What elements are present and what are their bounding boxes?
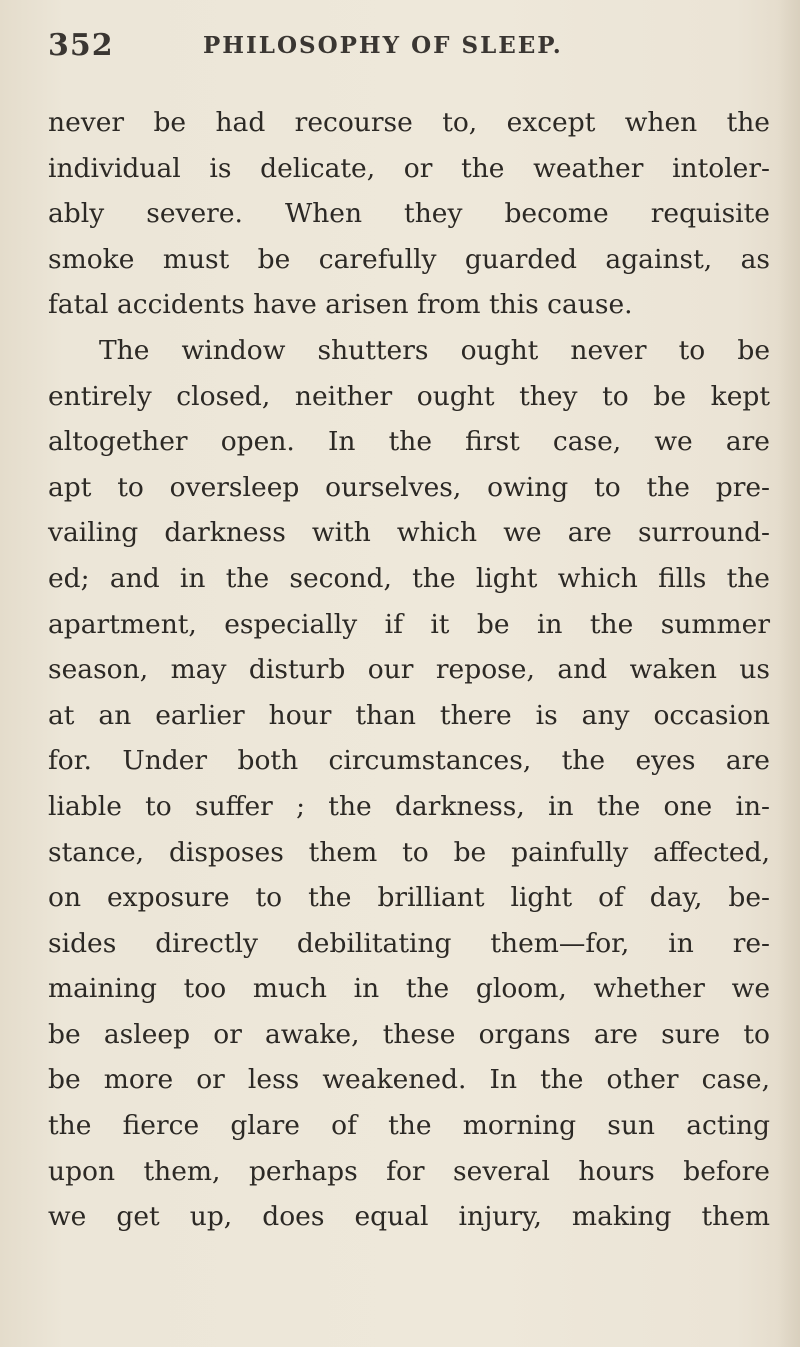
- text-line: be asleep or awake, these organs are sure to: [48, 1018, 770, 1050]
- text-line: we get up, does equal injury, making them: [48, 1201, 770, 1233]
- text-line: stance, disposes them to be painfully affected,: [48, 836, 770, 868]
- text-line: season, may disturb our repose, and waken us: [48, 654, 770, 686]
- page-number: 352: [48, 28, 114, 63]
- page-edge-shadow: [778, 0, 800, 1347]
- text-line: for. Under both circumstances, the eyes are: [48, 745, 770, 777]
- text-line: The window shutters ought never to be: [99, 334, 770, 366]
- text-line: on exposure to the brilliant light of day, be-: [48, 882, 770, 914]
- text-line: ed; and in the second, the light which fills the: [48, 562, 770, 594]
- text-line: never be had recourse to, except when the: [48, 107, 770, 138]
- text-line: the fierce glare of the morning sun acting: [48, 1110, 770, 1142]
- text-line: be more or less weakened. In the other case,: [48, 1064, 770, 1096]
- text-line: vailing darkness with which we are surround-: [48, 517, 770, 549]
- text-line: sides directly debilitating them—for, in re-: [48, 927, 770, 959]
- text-line: ably severe. When they become requisite: [48, 198, 770, 230]
- body-text: [48, 100, 770, 1240]
- text-line: upon them, perhaps for several hours before: [48, 1155, 770, 1187]
- text-line: apt to oversleep ourselves, owing to the pre-: [48, 471, 770, 503]
- page-header: [48, 28, 748, 68]
- running-title: PHILOSOPHY OF SLEEP.: [203, 32, 563, 59]
- text-line: entirely closed, neither ought they to be kept: [48, 380, 770, 412]
- text-line: individual is delicate, or the weather intoler-: [48, 152, 770, 184]
- text-line: maining too much in the gloom, whether we: [48, 973, 770, 1005]
- text-line: apartment, especially if it be in the summer: [48, 608, 770, 640]
- text-line: smoke must be carefully guarded against, as: [48, 243, 770, 275]
- text-line: at an earlier hour than there is any occasion: [48, 699, 770, 731]
- text-line: altogether open. In the first case, we are: [48, 426, 770, 458]
- text-line: liable to suffer ; the darkness, in the one in-: [48, 790, 770, 822]
- text-line: fatal accidents have arisen from this cause.: [48, 289, 633, 321]
